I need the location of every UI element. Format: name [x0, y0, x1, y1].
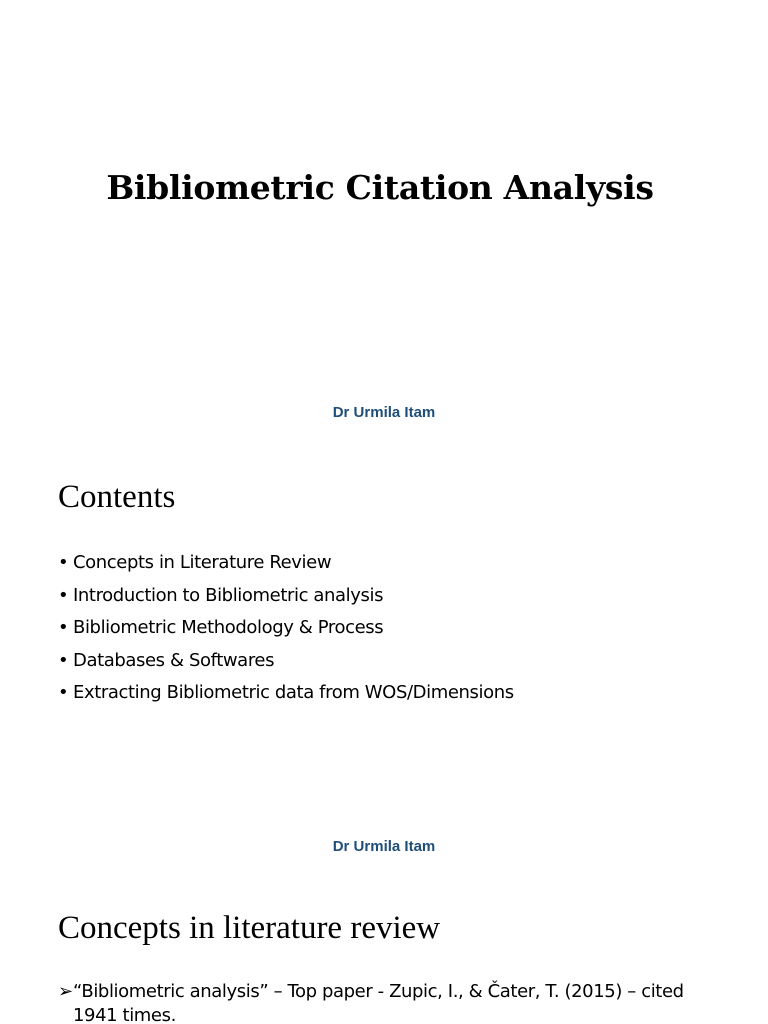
- presentation-title: Bibliometric Citation Analysis: [106, 168, 654, 207]
- list-item: [58, 615, 514, 648]
- list-item: [58, 550, 514, 583]
- author-name: Dr Urmila Itam: [332, 404, 436, 421]
- list-item-label: Extracting Bibliometric data from WOS/Dimensions: [73, 682, 514, 703]
- list-item: [58, 980, 728, 1024]
- list-item-label: Databases & Softwares: [73, 649, 275, 671]
- title-slide: [0, 0, 768, 434]
- list-item: [58, 583, 514, 616]
- bullet-icon: •: [58, 682, 69, 703]
- author-name: Dr Urmila Itam: [332, 838, 436, 855]
- list-item: [58, 680, 514, 713]
- contents-list: [58, 550, 514, 713]
- list-item: [58, 648, 514, 681]
- bullet-icon: •: [58, 584, 69, 606]
- list-item-label: Concepts in Literature Review: [73, 552, 332, 573]
- concepts-heading: Concepts in literature review: [58, 910, 441, 946]
- arrow-bullet-icon: ➢: [58, 981, 73, 1002]
- concepts-list: [58, 980, 728, 1024]
- bullet-icon: •: [58, 617, 69, 638]
- list-item-label: Introduction to Bibliometric analysis: [73, 584, 384, 606]
- bullet-icon: •: [58, 649, 69, 671]
- contents-heading: Contents: [58, 479, 176, 515]
- bullet-icon: •: [58, 552, 69, 573]
- concepts-slide: [0, 868, 768, 1024]
- contents-slide: [0, 434, 768, 868]
- list-item-label: Bibliometric Methodology & Process: [73, 617, 384, 638]
- list-item-label: “Bibliometric analysis” – Top paper - Zupic, I., & Čater, T. (2015) – cited 1941 times.: [73, 981, 684, 1024]
